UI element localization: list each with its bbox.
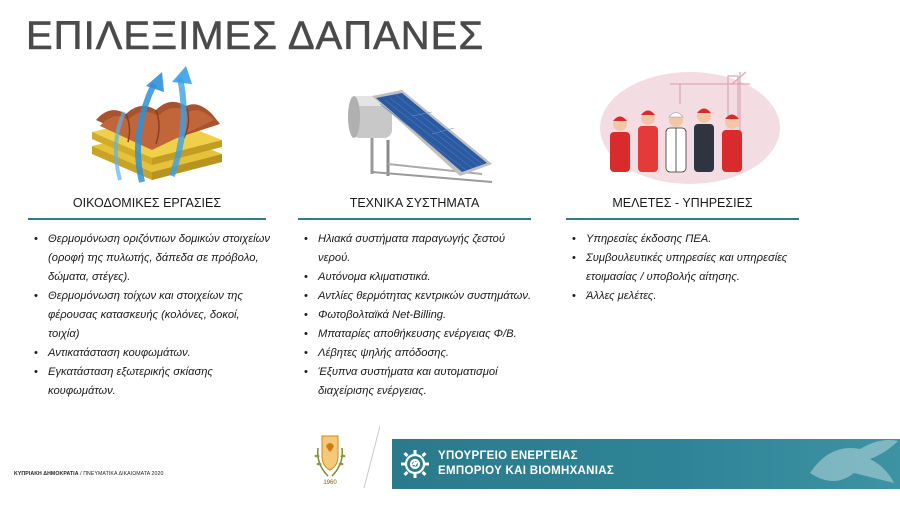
svg-text:1960: 1960 — [323, 480, 337, 486]
list-item: • Ηλιακά συστήματα παραγωγής ζεστού νερού. — [304, 230, 537, 268]
copyright-text — [14, 471, 164, 477]
list-item: • Συμβουλευτικές υπηρεσίες και υπηρεσίες ετοιμασίας / υποβολής αίτησης. — [572, 249, 805, 287]
solar-water-heater-icon — [292, 64, 537, 188]
list-item: • Θερμομόνωση οριζόντιων δομικών στοιχείων (οροφή της πυλωτής, δάπεδα σε πρόβολο, δώματα, στέγες). — [34, 230, 272, 287]
column-divider — [298, 218, 531, 220]
column-heading: ΜΕΛΕΤΕΣ - ΥΠΗΡΕΣΙΕΣ — [612, 196, 753, 210]
list-item: • Υπηρεσίες έκδοσης ΠΕΑ. — [572, 230, 805, 249]
list-item: • Αντλίες θερμότητας κεντρικών συστημάτων. — [304, 287, 537, 306]
column-heading: ΟΙΚΟΔΟΜΙΚΕΣ ΕΡΓΑΣΙΕΣ — [72, 196, 222, 210]
column-divider — [28, 218, 266, 220]
item-list — [292, 230, 537, 401]
item-list — [22, 230, 272, 401]
list-item: • Αυτόνομα κλιματιστικά. — [304, 268, 537, 287]
list-item: • Άλλες μελέτες. — [572, 287, 805, 306]
list-item: • Έξυπνα συστήματα και αυτοματισμοί διαχείρισης ενέργειας. — [304, 363, 537, 401]
gear-icon — [400, 447, 430, 481]
column-heading: ΤΕΧΝΙΚΑ ΣΥΣΤΗΜΑΤΑ — [349, 196, 480, 210]
item-list — [560, 230, 805, 306]
list-item: • Μπαταρίες αποθήκευσης ενέργειας Φ/Β. — [304, 325, 537, 344]
list-item: • Θερμομόνωση τοίχων και στοιχείων της φέρουσας κατασκευής (κολόνες, δοκοί, τοιχία) — [34, 287, 272, 344]
page-title: ΕΠΙΛΕΞΙΜΕΣ ΔΑΠΑΝΕΣ — [26, 14, 485, 58]
roof-insulation-icon — [22, 64, 272, 188]
ministry-name-line1: ΥΠΟΥΡΓΕΙΟ ΕΝΕΡΓΕΙΑΣ — [438, 450, 578, 462]
ministry-name-line2: ΕΜΠΟΡΙΟΥ ΚΑΙ ΒΙΟΜΗΧΑΝΙΑΣ — [438, 465, 615, 477]
list-item: • Λέβητες ψηλής απόδοσης. — [304, 344, 537, 363]
workers-team-icon — [560, 64, 805, 188]
list-item: • Εγκατάσταση εξωτερικής σκίασης κουφωμάτων. — [34, 363, 272, 401]
ministry-banner — [392, 439, 900, 489]
list-item: • Αντικατάσταση κουφωμάτων. — [34, 344, 272, 363]
dove-watermark-icon — [790, 439, 900, 489]
column-divider — [566, 218, 799, 220]
list-item: • Φωτοβολταϊκά Net-Billing. — [304, 306, 537, 325]
cyprus-emblem-icon — [304, 426, 380, 488]
copyright-owner: ΚΥΠΡΙΑΚΗ ΔΗΜΟΚΡΑΤΙΑ — [14, 471, 79, 477]
copyright-rest: / ΠΝΕΥΜΑΤΙΚΑ ΔΙΚΑΙΩΜΑΤΑ 2020 — [78, 471, 164, 477]
column-studies-services — [560, 64, 805, 306]
column-technical-systems — [292, 64, 537, 401]
column-building-works — [22, 64, 272, 401]
